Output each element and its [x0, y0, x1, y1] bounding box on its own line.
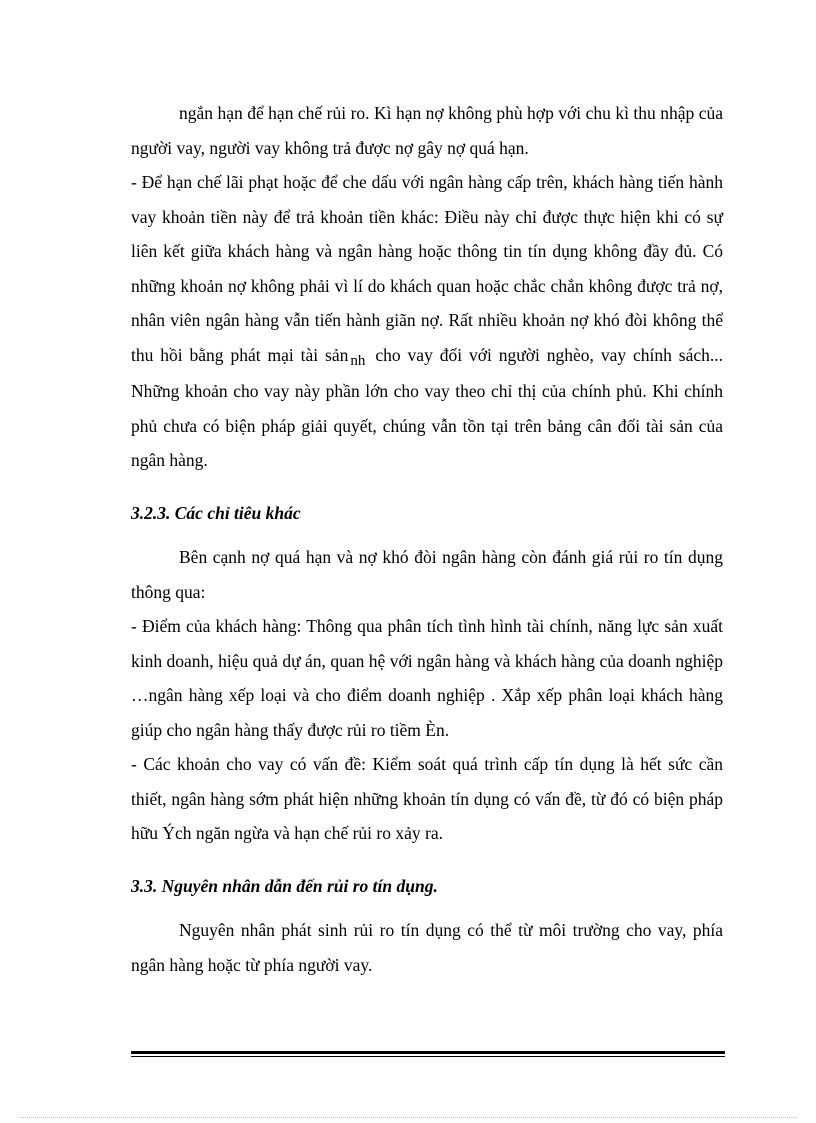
document-body [131, 96, 723, 982]
paragraph-other-indicators-intro: Bên cạnh nợ quá hạn và nợ khó đòi ngân hàng còn đánh giá rủi ro tín dụng thông qua: [131, 547, 723, 602]
page-break-dotted-line [20, 1117, 796, 1118]
paragraph-loan-rollover-tail: cho vay đối với người nghèo, vay chính sách... Những khoản cho vay này phần lớn cho vay theo chỉ thị của chính phủ. Khi chính phủ chưa có biện pháp giải quyết, chúng vẫn tồn tại trên bảng cân đối tài sản của ngân hàng. [131, 344, 723, 470]
section-heading-3-2-3: 3.2.3. Các chỉ tiêu khác [131, 502, 301, 523]
paragraph-problem-loans: - Các khoản cho vay có vấn đề: Kiểm soát quá trình cấp tín dụng là hết sức cần thiết, ngân hàng sớm phát hiện những khoản tín dụng có vấn đề, từ đó có biện pháp hữu Ých ngăn ngừa và hạn chế rủi ro xảy ra. [131, 754, 723, 843]
paragraph-loan-rollover-text: - Để hạn chế lãi phạt hoặc để che dấu với ngân hàng cấp trên, khách hàng tiến hành vay khoản tiền này để trả khoản tiền khác: Điều này chỉ được thực hiện khi có sự liên kết giữa khách hàng và ngân hàng hoặc thông tin tín dụng không đầy đủ. Có những khoản nợ không phải vì lí do khách quan hoặc chắc chắn không được trả nợ, nhân viên ngân hàng vẫn tiến hành giãn nợ. Rất nhiều khoản nợ khó đòi không thể thu hồi bằng phát mại tài sản [131, 172, 723, 365]
paragraph-causes: Nguyên nhân phát sinh rủi ro tín dụng có thể từ môi trường cho vay, phía ngân hàng hoặc từ phía người vay. [131, 920, 723, 975]
paragraph-customer-score: - Điểm của khách hàng: Thông qua phân tích tình hình tài chính, năng lực sản xuất kinh doanh, hiệu quả dự án, quan hệ với ngân hàng và khách hàng của doanh nghiệp …ngân hàng xếp loại và cho điểm doanh nghiệp . Xắp xếp phân loại khách hàng giúp cho ngân hàng thấy được rủi ro tiềm Èn. [131, 616, 723, 740]
stray-subscript-text: nh [350, 352, 366, 369]
footer-double-rule [131, 1051, 725, 1057]
paragraph-continuation: ngắn hạn để hạn chế rủi ro. Kì hạn nợ không phù hợp với chu kì thu nhập của người vay, người vay không trả được nợ gây nợ quá hạn. [131, 103, 723, 158]
section-heading-3-3: 3.3. Nguyên nhân dẫn đến rủi ro tín dụng. [131, 875, 438, 896]
paragraph-loan-rollover [131, 165, 723, 478]
